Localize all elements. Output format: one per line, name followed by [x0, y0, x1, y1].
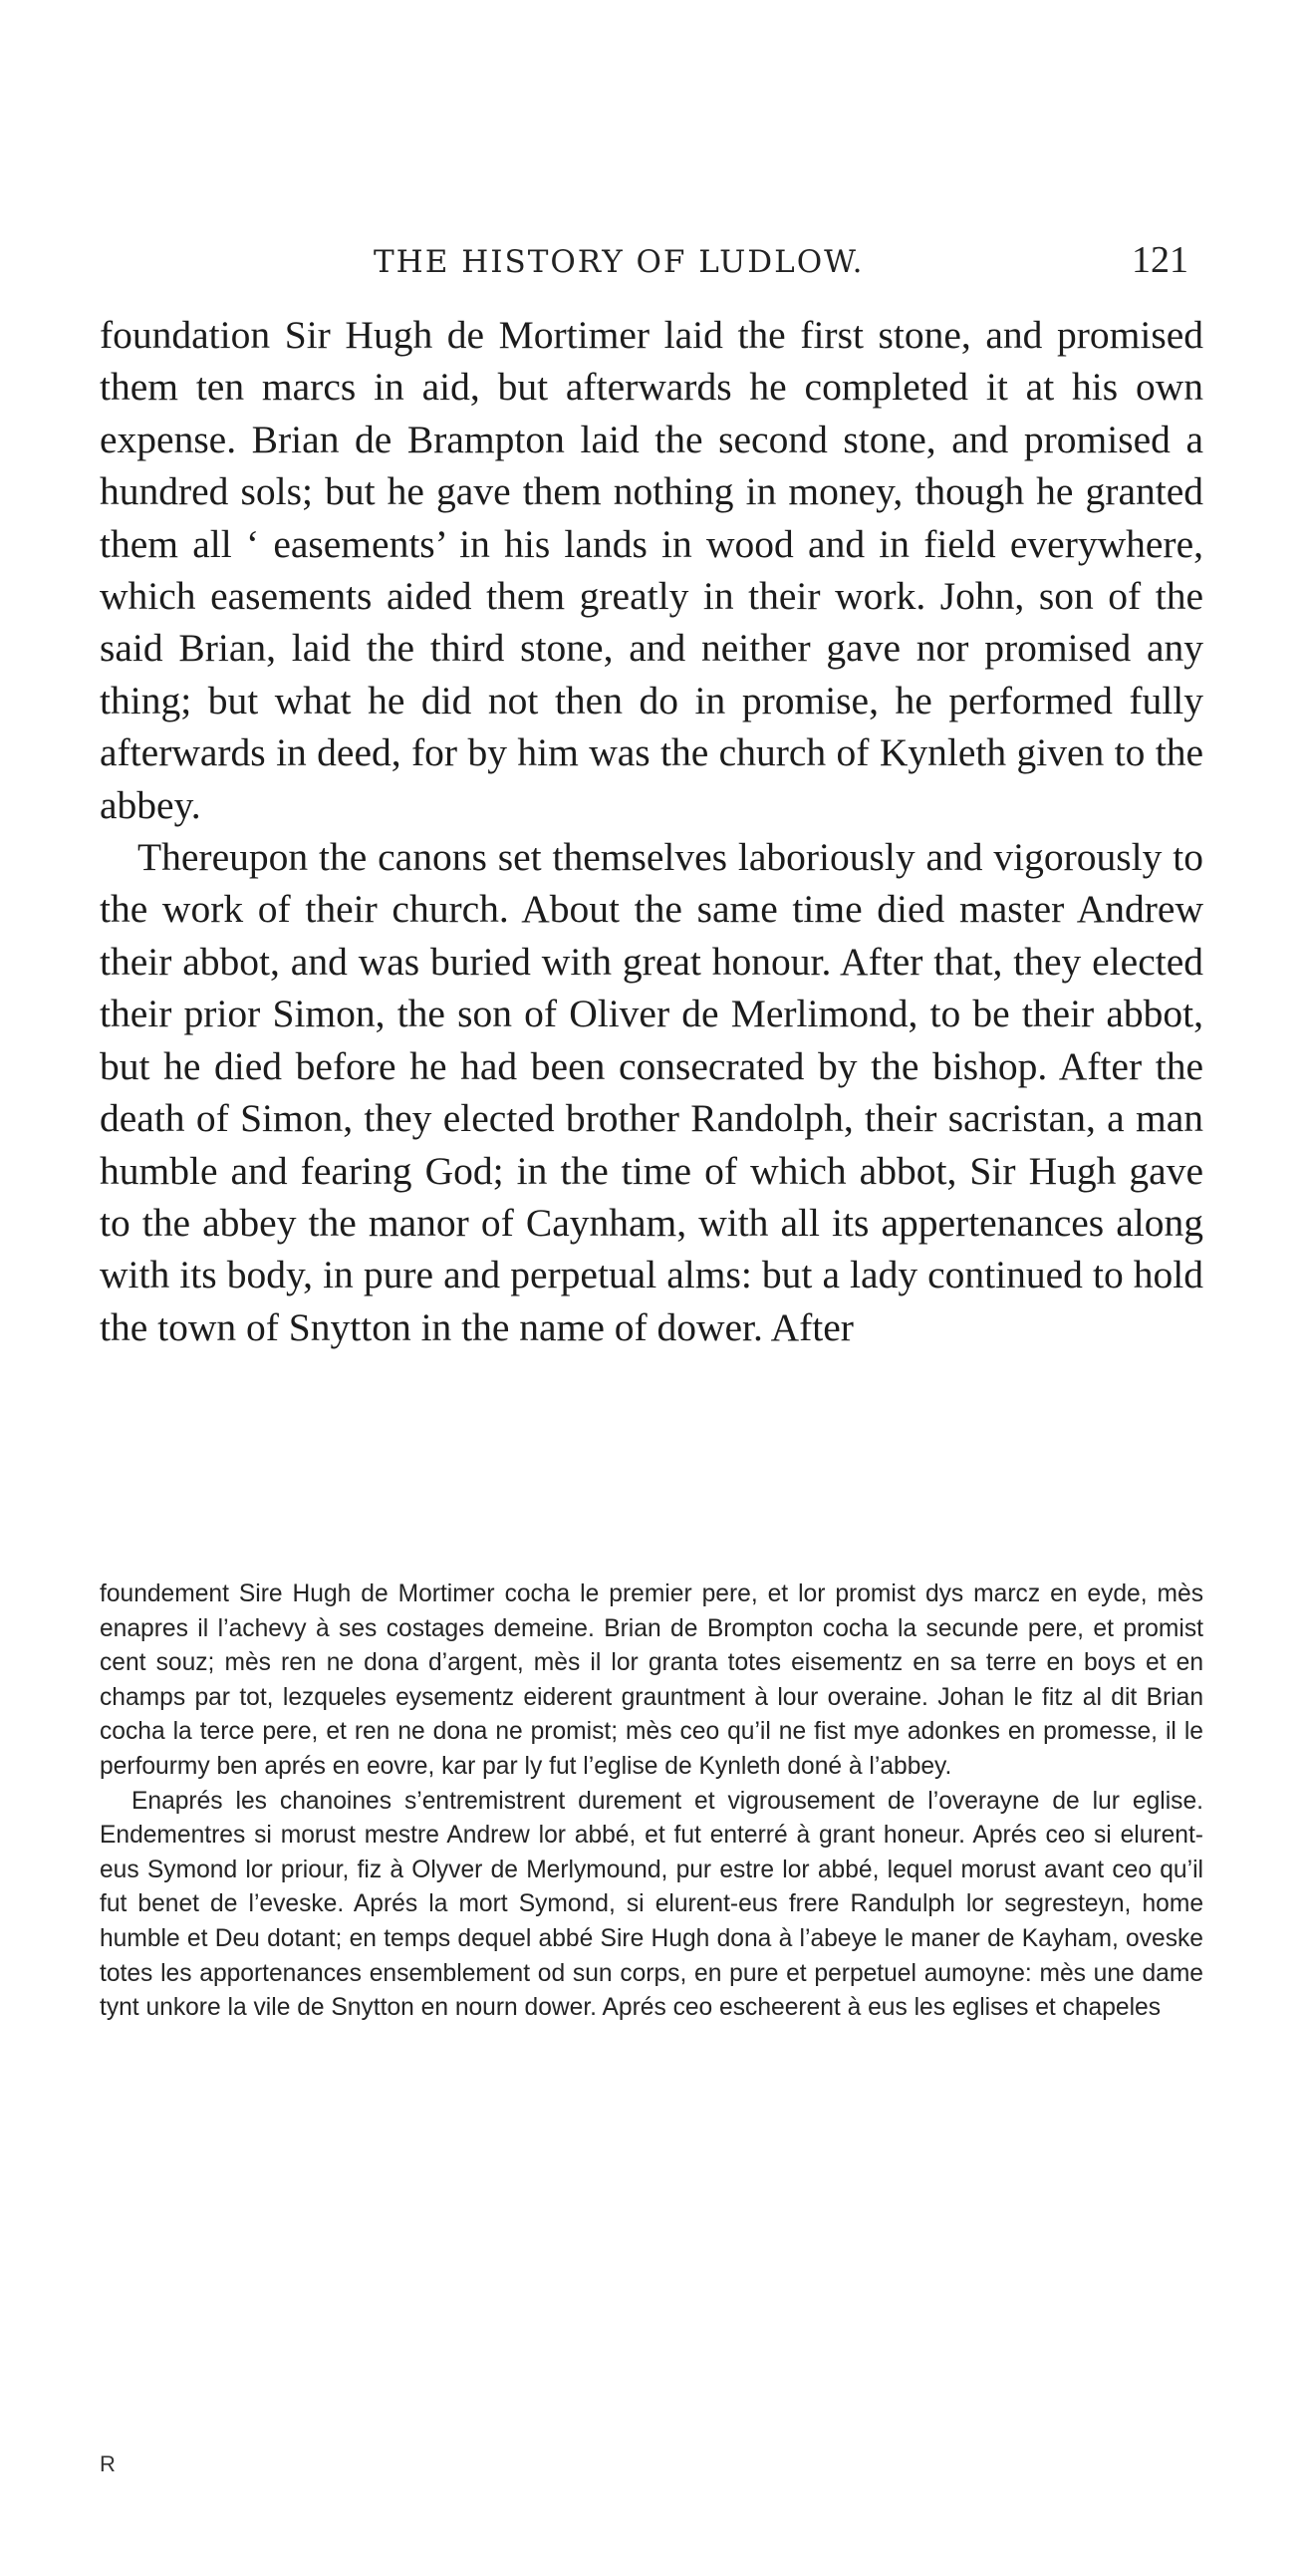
- translation-paragraph: foundation Sir Hugh de Mortimer laid the first stone, and promised them ten marcs in aid, but afterwards he completed it at his own expense. Brian de Brampton laid the second stone, and promised a hundred sols; but he gave them nothing in money, though he granted them all ‘ easements’ in his lands in wood and in field everywhere, which easements aided them greatly in their work. John, son of the said Brian, laid the third stone, and neither gave nor promised any thing; but what he did not then do in promise, he performed fully afterwards in deed, for by him was the church of Kynleth given to the abbey.: [100, 313, 1203, 827]
- page-number: 121: [1132, 239, 1188, 281]
- original-paragraph: Enaprés les chanoines s’entremistrent durement et vigrousement de l’overayne de lur eglise. Endementres si morust mestre Andrew lor abbé, et fut enterré à grant honeur. Aprés ceo si elurent-eus Symond lor priour, fiz à Olyver de Merlymound, pur estre lor abbé, lequel morust avant ceo qu’il fut benet de l’eveske. Aprés la mort Symond, si elurent-eus frere Randulph lor segresteyn, home humble et Deu dotant; en temps dequel abbé Sire Hugh dona à l’abeye le maner de Kayham, oveske totes les apportenances ensemblement od sun corps, en pure et perpetuel aumoyne: mès une dame tynt unkore la vile de Snytton en nourn dower. Aprés ceo escheerent à eus les eglises et chapeles: [100, 1787, 1203, 2022]
- anglo-norman-original: [100, 1577, 1203, 2026]
- signature-mark: R: [100, 2451, 116, 2476]
- translation-paragraph: Thereupon the canons set themselves laboriously and vigorously to the work of their church. About the same time died master Andrew their abbot, and was buried with great honour. After that, they elected their prior Simon, the son of Oliver de Merlimond, to be their abbot, but he died before he had been consecrated by the bishop. After the death of Simon, they elected brother Randolph, their sacristan, a man humble and fearing God; in the time of which abbot, Sir Hugh gave to the abbey the manor of Caynham, with all its appertenances along with its body, in pure and perpetual alms: but a lady continued to hold the town of Snytton in the name of dower. After: [100, 835, 1203, 1349]
- running-title: THE HISTORY OF LUDLOW.: [374, 244, 865, 280]
- page-header: [0, 239, 1308, 284]
- original-paragraph: foundement Sire Hugh de Mortimer cocha le premier pere, et lor promist dys marcz en eyde, mès enapres il l’achevy à ses costages demeine. Brian de Brompton cocha la secunde pere, et promist cent souz; mès ren ne dona d’argent, mès il lor granta totes eisementz en sa terre en boys et en champs par tot, lezqueles eysementz eiderent grauntment à lour overaine. Johan le fitz al dit Brian cocha la terce pere, et ren ne dona ne promist; mès ceo qu’il ne fist mye adonkes en promesse, il le perfourmy ben aprés en eovre, kar par ly fut l’eglise de Kynleth doné à l’abbey.: [100, 1580, 1203, 1780]
- english-translation: [100, 309, 1203, 1353]
